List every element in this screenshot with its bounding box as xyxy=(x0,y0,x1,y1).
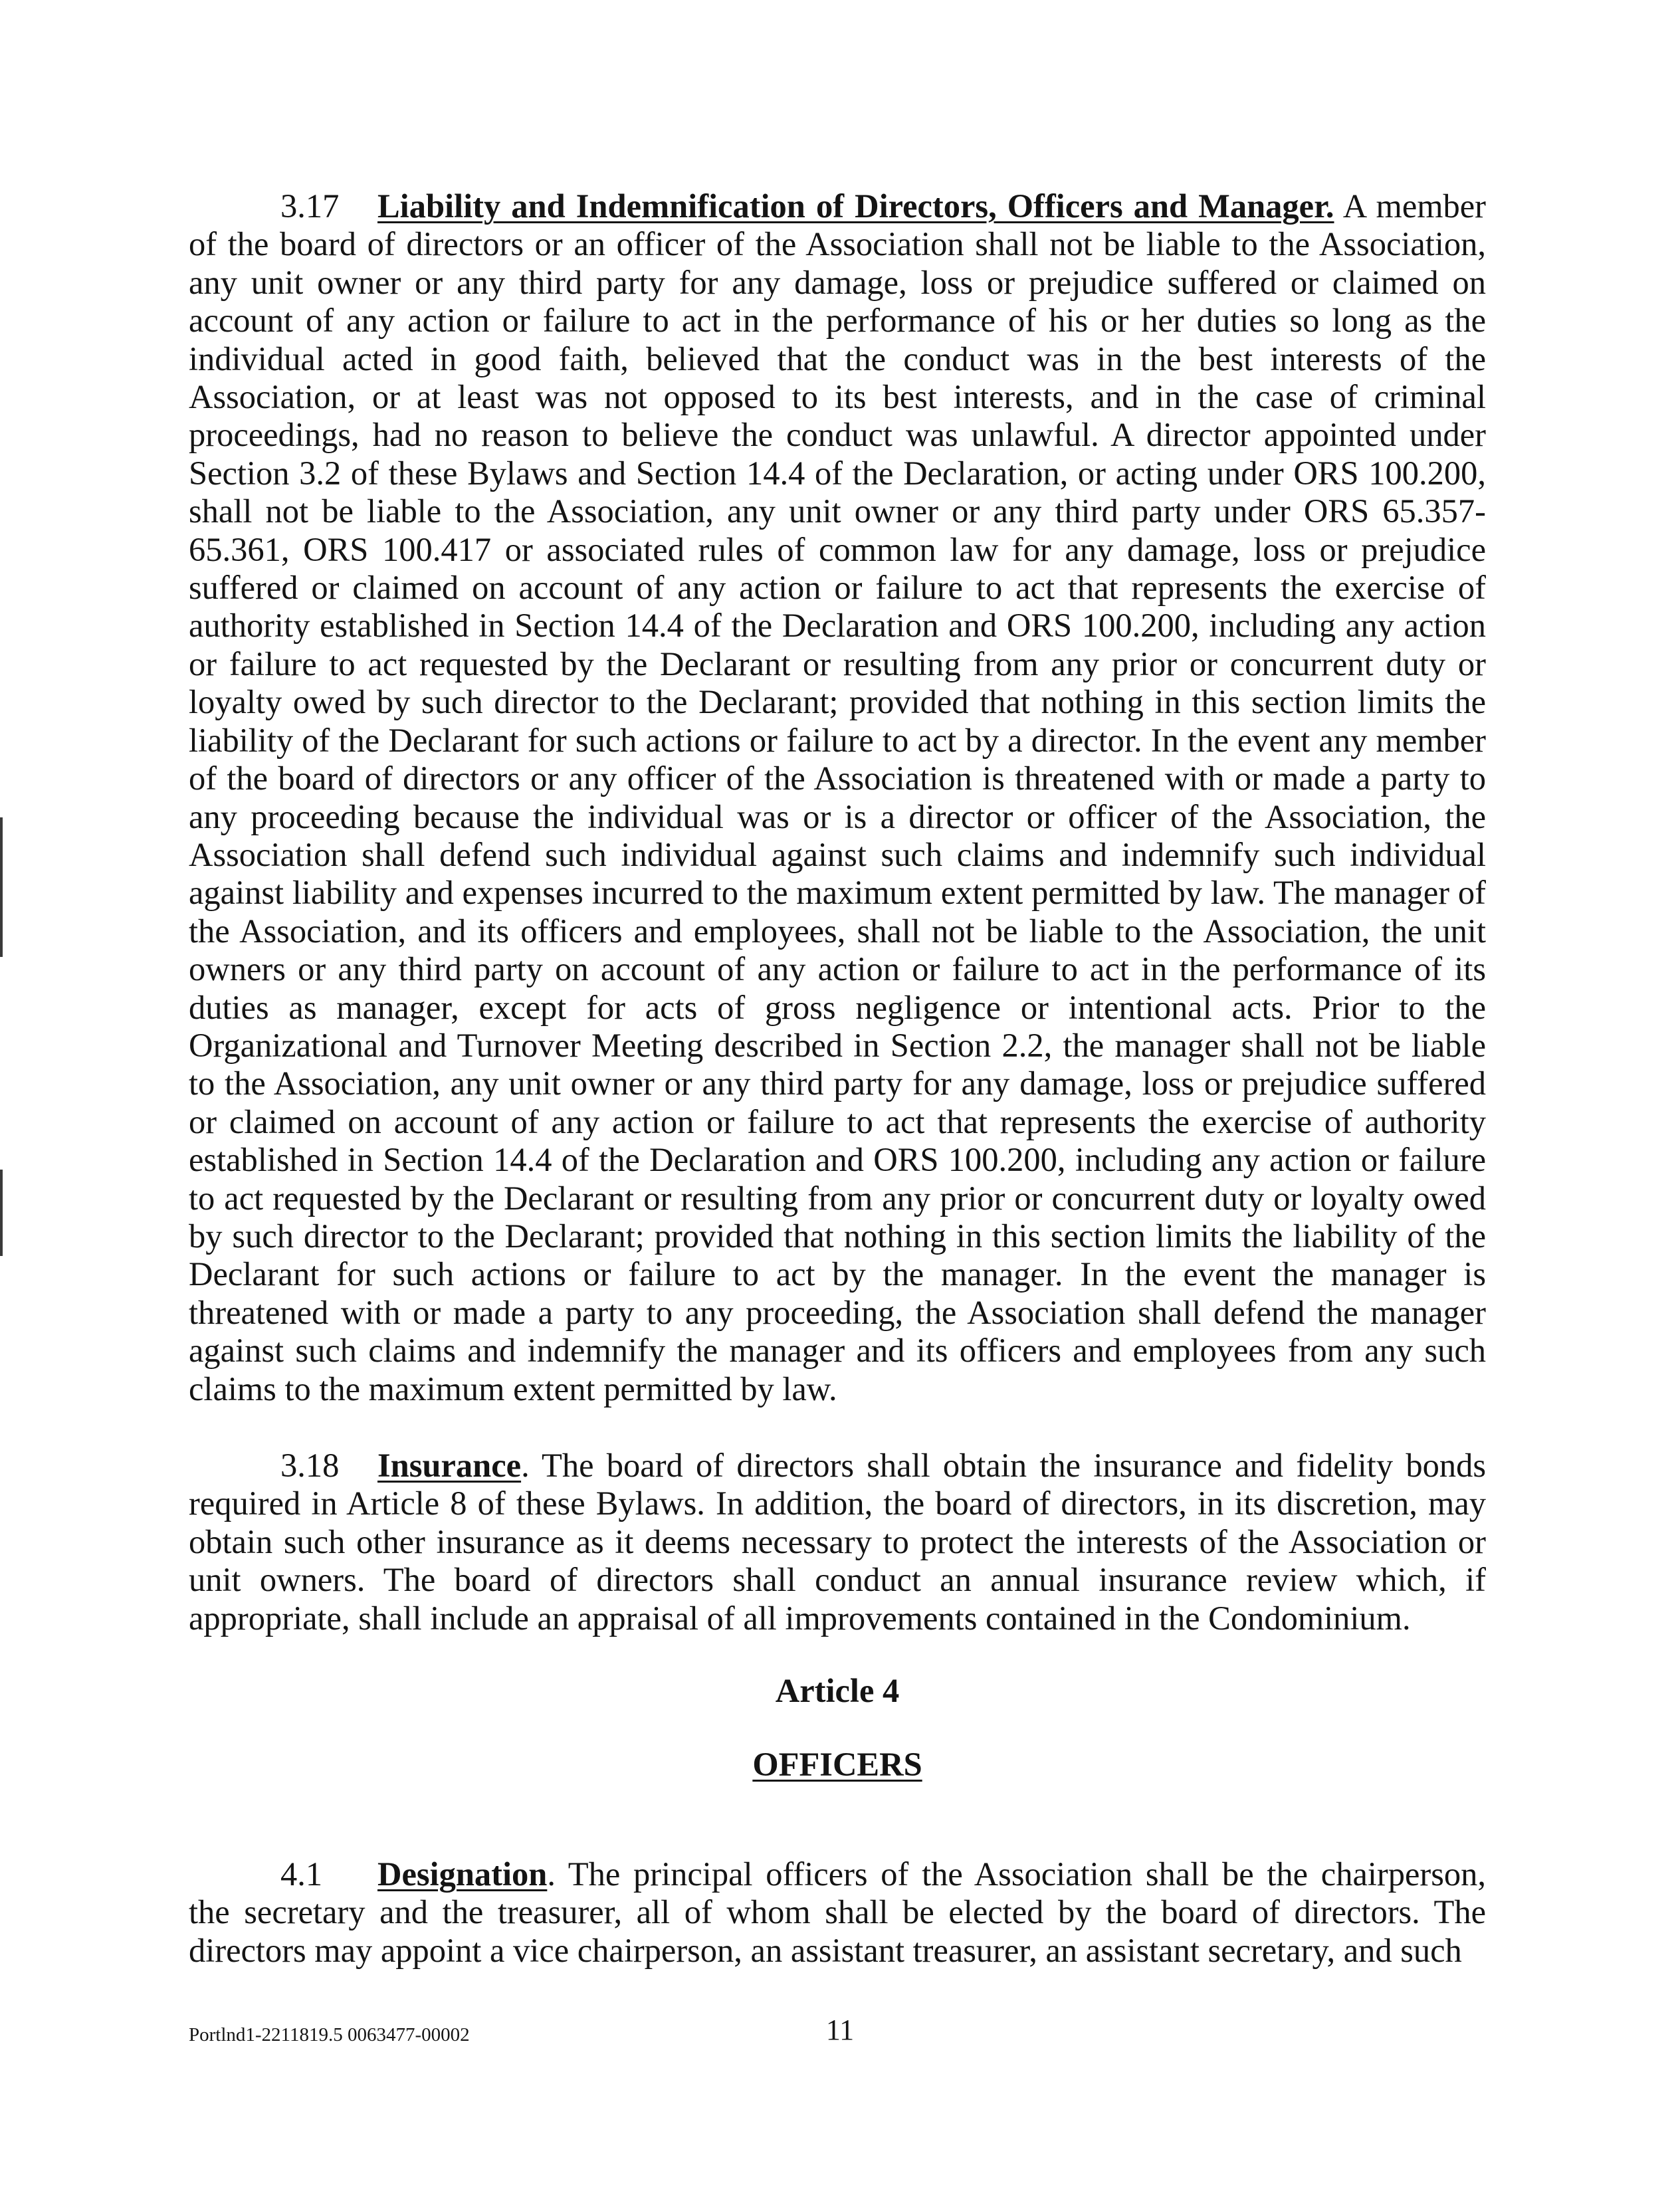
section-number: 3.18 xyxy=(280,1447,340,1484)
scan-edge-mark xyxy=(0,1170,3,1256)
section-3-18-paragraph xyxy=(189,1447,1486,1637)
page-number: 11 xyxy=(825,2014,855,2046)
scan-edge-mark xyxy=(0,817,3,957)
section-body: . The board of directors shall obtain the insurance and fidelity bonds required in Article 8 of these Bylaws. In addition, the board of directors, in its discretion, may obtain such other insurance as it deems necessary to protect the interests of the Association or unit owners. The board of directors shall conduct an annual insurance review which, if appropriate, shall include an appraisal of all improvements contained in the Condominium. xyxy=(189,1447,1486,1637)
section-heading: Insurance xyxy=(377,1447,522,1484)
section-heading: Liability and Indemnification of Directors, Officers and Manager. xyxy=(377,187,1334,225)
footer-document-id: Portlnd1-2211819.5 0063477-00002 xyxy=(189,2024,470,2045)
article-title: Article 4 xyxy=(775,1672,900,1709)
section-3-17-paragraph xyxy=(189,187,1486,1408)
section-4-1-paragraph xyxy=(189,1855,1486,1970)
section-heading: Designation xyxy=(377,1855,548,1893)
section-number: 3.17 xyxy=(280,187,340,225)
section-number: 4.1 xyxy=(280,1855,323,1893)
section-body: . The principal officers of the Association shall be the chairperson, the secretary and the treasurer, all of whom shall be elected by the board of directors. The directors may appoint a vice chairperson, an assistant treasurer, an assistant secretary, and such xyxy=(189,1855,1486,1969)
article-name: OFFICERS xyxy=(752,1746,922,1783)
section-body: A member of the board of directors or an officer of the Association shall not be liable to the Association, any unit owner or any third party for any damage, loss or prejudice suffered or claimed on account of any action or failure to act in the performance of his or her duties so long as the individual acted in good faith, believed that the conduct was in the best interests of the Association, or at least was not opposed to its best interests, and in the case of criminal proceedings, had no reason to believe the conduct was unlawful. A director appointed under Section 3.2 of these Bylaws and Section 14.4 of the Declaration, or acting under ORS 100.200, shall not be liable to the Association, any unit owner or any third party under ORS 65.357-65.361, ORS 100.417 or associated rules of common law for any damage, loss or prejudice suffered or claimed on account of any action or failure to act that represents the exercise of authority established in Section 14.4 of the Declaration and ORS 100.200, including any action or failure to act requested by the Declarant or resulting from any prior or concurrent duty or loyalty owed by such director to the Declarant; provided that nothing in this section limits the liability of the Declarant for such actions or failure to act by a director. In the event any member of the board of directors or any officer of the Association is threatened with or made a party to any proceeding because the individual was or is a director or officer of the Association, the Association shall defend such individual against such claims and indemnify such individual against liability and expenses incurred to the maximum extent permitted by law. The manager of the Association, and its officers and employees, shall not be liable to the Association, the unit owners or any third party on account of any action or failure to act in the performance of its duties as manager, except for acts of gross negligence or intentional acts. Prior to the Organizational and Turnover Meeting described in Section 2.2, the manager shall not be liable to the Association, any unit owner or any third party for any damage, loss or prejudice suffered or claimed on account of any action or failure to act that represents the exercise of authority established in Section 14.4 of the Declaration and ORS 100.200, including any action or failure to act requested by the Declarant or resulting from any prior or concurrent duty or loyalty owed by such director to the Declarant; provided that nothing in this section limits the liability of the Declarant for such actions or failure to act by the manager. In the event the manager is threatened with or made a party to any proceeding, the Association shall defend the manager against such claims and indemnify the manager and its officers and employees from any such claims to the maximum extent permitted by law. xyxy=(189,187,1486,1407)
